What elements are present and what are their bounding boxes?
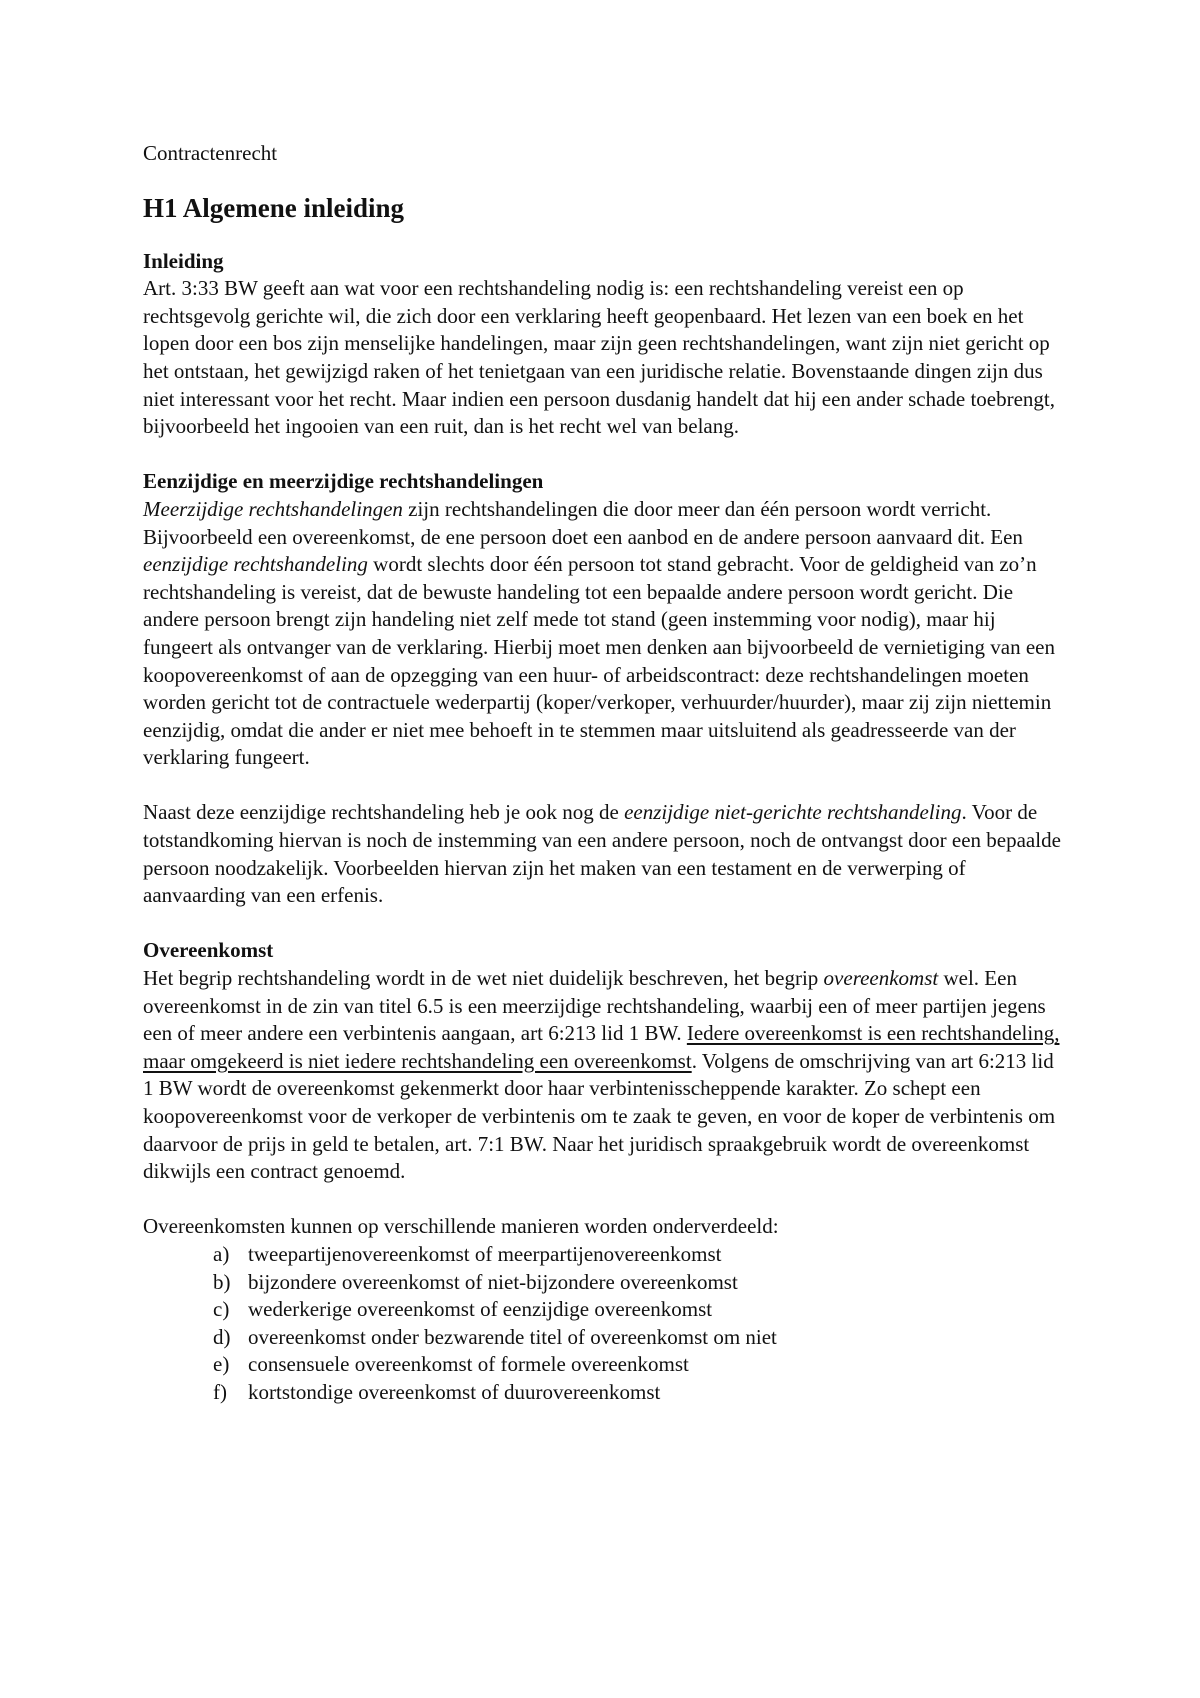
paragraph-text: zijn rechtshandelingen die door meer dan één persoon wordt verricht. Bijvoorbeeld een overeenkomst, de ene persoon doet een aanbod en de andere persoon aanvaard dit. Een xyxy=(143,496,1023,549)
list-item-text: kortstondige overeenkomst of duurovereenkomst xyxy=(248,1379,661,1404)
paragraph xyxy=(143,965,1063,1186)
list-item xyxy=(143,1269,1063,1297)
underlined-statement: Iedere overeenkomst is een rechtshandeling, maar omgekeerd is niet iedere rechtshandeling een overeenkomst xyxy=(143,1021,1060,1073)
classification-list xyxy=(143,1241,1063,1407)
section-eenzijdige-meerzijdige xyxy=(143,468,1063,910)
paragraph-text: . Voor de totstandkoming hiervan is noch de instemming van een andere persoon, noch de ontvangst door een bepaalde persoon noodzakelijk. Voorbeelden hiervan zijn het maken van een testament en de verwerping of aanvaarding van een erfenis. xyxy=(143,800,1061,908)
list-marker: c) xyxy=(213,1297,230,1322)
list-item xyxy=(143,1296,1063,1324)
paragraph-text: wordt slechts door één persoon tot stand gebracht. Voor de geldigheid van zo’n rechtshandeling is vereist, dat de bewuste handeling tot een bepaalde andere persoon wordt gericht. Die andere persoon brengt zijn handeling niet zelf mede tot stand (geen instemming voor nodig), maar hij fungeert als ontvanger van de verklaring. Hierbij moet men denken aan bijvoorbeeld de vernietiging van een koopovereenkomst of aan de opzegging van een huur- of arbeidscontract: deze rechtshandelingen moeten worden gericht tot de contractuele wederpartij (koper/verkoper, verhuurder/huurder), maar zij zijn niettemin eenzijdig, omdat die ander er niet mee behoeft in te stemmen maar uitsluitend als geadresseerde van der verklaring fungeert. xyxy=(143,552,1056,770)
section-heading: Inleiding xyxy=(143,248,224,273)
paragraph xyxy=(143,799,1063,909)
list-item-text: tweepartijenovereenkomst of meerpartijenovereenkomst xyxy=(248,1241,722,1266)
list-marker: d) xyxy=(213,1324,231,1349)
term-emphasis: Meerzijdige rechtshandelingen xyxy=(143,496,403,521)
list-item xyxy=(143,1379,1063,1407)
page-title: H1 Algemene inleiding xyxy=(143,192,405,223)
paragraph xyxy=(143,496,1063,772)
list-intro: Overeenkomsten kunnen op verschillende manieren worden onderverdeeld: xyxy=(143,1214,779,1239)
paragraph-gap xyxy=(143,772,1063,800)
section-overeenkomst xyxy=(143,937,1063,1406)
section-inleiding xyxy=(143,248,1063,441)
list-marker: b) xyxy=(213,1269,231,1294)
term-emphasis: overeenkomst xyxy=(823,966,939,991)
list-marker: e) xyxy=(213,1352,230,1377)
document-page xyxy=(143,140,1063,1434)
paragraph-gap xyxy=(143,1186,1063,1214)
list-item-text: bijzondere overeenkomst of niet-bijzondere overeenkomst xyxy=(248,1269,738,1294)
list-item-text: overeenkomst onder bezwarende titel of overeenkomst om niet xyxy=(248,1324,777,1349)
section-heading: Eenzijdige en meerzijdige rechtshandelingen xyxy=(143,469,544,494)
list-marker: a) xyxy=(213,1241,230,1266)
list-marker: f) xyxy=(213,1379,227,1404)
list-item xyxy=(143,1241,1063,1269)
paragraph-text: . Volgens de omschrijving van art 6:213 lid 1 BW wordt de overeenkomst gekenmerkt door haar verbintenisscheppende karakter. Zo schept een koopovereenkomst voor de verkoper de verbintenis om te zaak te geven, en voor de koper de verbintenis om daarvoor de prijs in geld te betalen, art. 7:1 BW. Naar het juridisch spraakgebruik wordt de overeenkomst dikwijls een contract genoemd. xyxy=(143,1048,1056,1184)
list-item xyxy=(143,1324,1063,1352)
list-item-text: wederkerige overeenkomst of eenzijdige overeenkomst xyxy=(248,1297,713,1322)
term-emphasis: eenzijdige rechtshandeling xyxy=(143,552,368,577)
section-heading: Overeenkomst xyxy=(143,938,274,963)
list-item-text: consensuele overeenkomst of formele overeenkomst xyxy=(248,1352,689,1377)
paragraph-text: wel. Een overeenkomst in de zin van titel 6.5 is een meerzijdige rechtshandeling, waarbij een of meer partijen jegens een of meer andere een verbintenis aangaan, art 6:213 lid 1 BW. xyxy=(143,966,1046,1046)
paragraph-text: Naast deze eenzijdige rechtshandeling heb je ook nog de xyxy=(143,800,625,825)
term-emphasis: eenzijdige niet-gerichte rechtshandeling xyxy=(624,800,962,825)
list-item xyxy=(143,1351,1063,1379)
paragraph-text: Het begrip rechtshandeling wordt in de wet niet duidelijk beschreven, het begrip xyxy=(143,966,824,991)
paragraph: Art. 3:33 BW geeft aan wat voor een rechtshandeling nodig is: een rechtshandeling vereist een op rechtsgevolg gerichte wil, die zich door een verklaring heeft geopenbaard. Het lezen van een boek en het lopen door een bos zijn menselijke handelingen, maar zijn geen rechtshandelingen, want zijn niet gericht op het ontstaan, het gewijzigd raken of het tenietgaan van een juridische relatie. Bovenstaande dingen zijn dus niet interessant voor het recht. Maar indien een persoon dusdanig handelt dat hij een ander schade toebrengt, bijvoorbeeld het ingooien van een ruit, dan is het recht wel van belang. xyxy=(143,276,1056,439)
document-label: Contractenrecht xyxy=(143,141,278,165)
